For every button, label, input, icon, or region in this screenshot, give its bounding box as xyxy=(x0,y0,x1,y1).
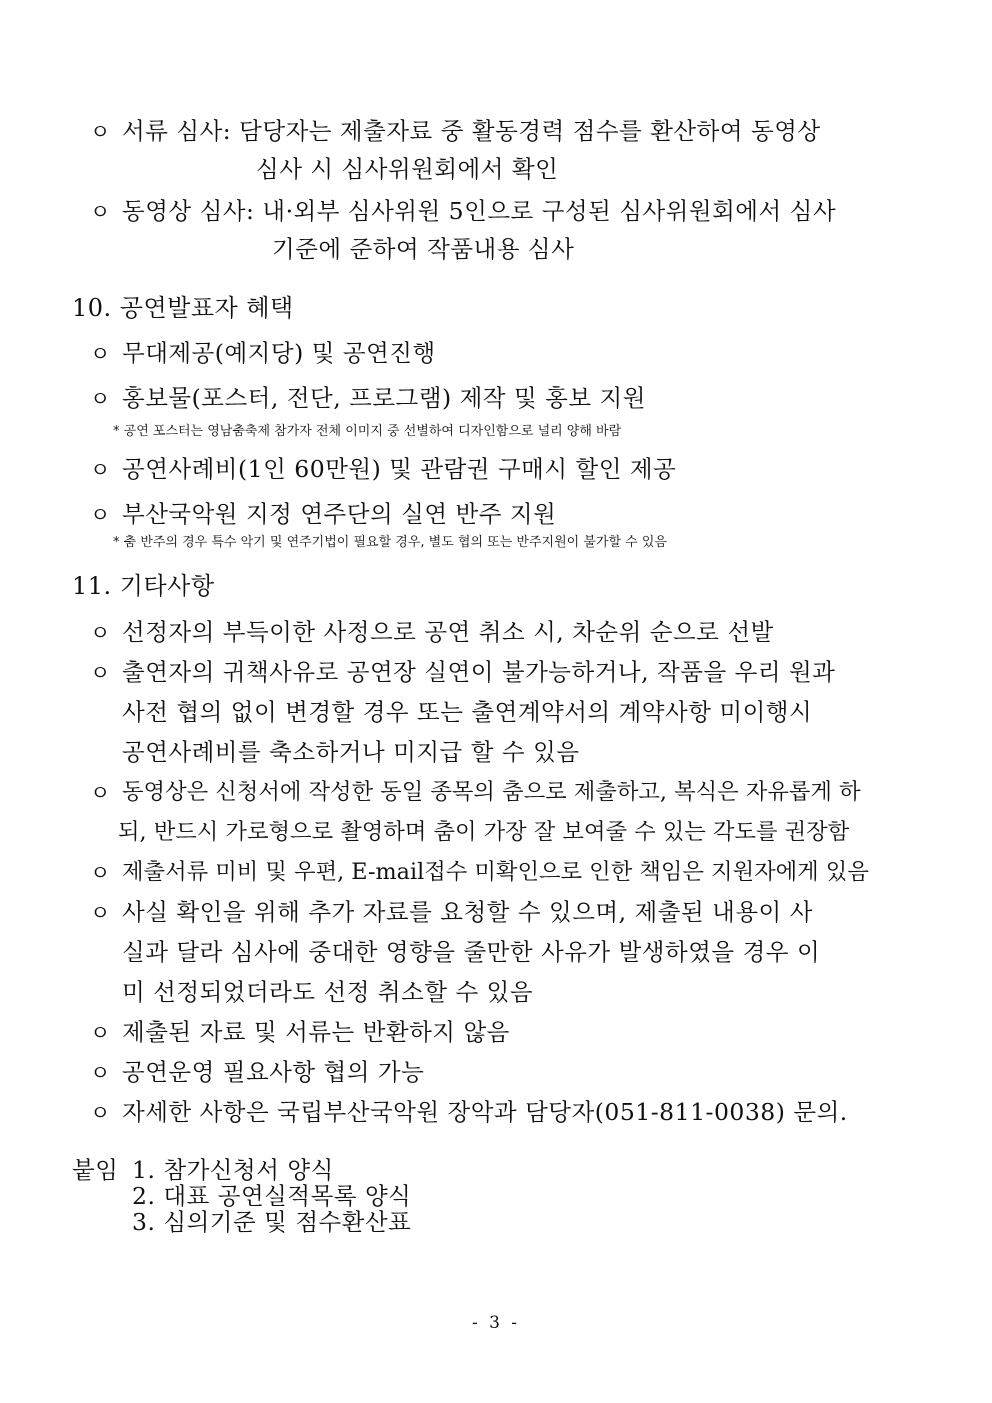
bullet: ㅇ xyxy=(90,387,111,411)
misc-item-2-line-1: 출연자의 귀책사유로 공연장 실연이 불가능하거나, 작품을 우리 원과 xyxy=(122,658,836,686)
promotion-note: * 공연 포스터는 영남춤축제 참가자 전체 이미지 중 선별하여 디자인함으로 널리 양해 바람 xyxy=(113,424,622,439)
benefit-accompaniment: 부산국악원 지정 연주단의 실연 반주 지원 xyxy=(122,500,557,528)
misc-item-3-line-2: 되, 반드시 가로형으로 촬영하며 춤이 가장 잘 보여줄 수 있는 각도를 권장함 xyxy=(118,819,850,845)
misc-item-6: 제출된 자료 및 서류는 반환하지 않음 xyxy=(122,1018,510,1046)
bullet: ㅇ xyxy=(90,1101,111,1125)
video-review-text-cont: 기준에 준하여 작품내용 심사 xyxy=(272,235,575,263)
bullet: ㅇ xyxy=(90,1061,111,1085)
section-11-heading: 11. 기타사항 xyxy=(72,572,215,600)
contact-info: 자세한 사항은 국립부산국악원 장악과 담당자(051-811-0038) 문의. xyxy=(122,1098,848,1126)
bullet: ㅇ xyxy=(90,861,111,885)
document-review-text-cont: 심사 시 심사위원회에서 확인 xyxy=(256,155,559,183)
misc-item-5-line-3: 미 선정되었더라도 선정 취소할 수 있음 xyxy=(122,978,534,1006)
bullet: ㅇ xyxy=(90,458,111,482)
bullet: ㅇ xyxy=(90,342,111,366)
accompaniment-note: * 춤 반주의 경우 특수 악기 및 연주기법이 필요할 경우, 별도 협의 또는 반주지원이 불가할 수 있음 xyxy=(113,535,667,550)
page-number: - 3 - xyxy=(471,1313,521,1333)
bullet: ㅇ xyxy=(90,200,111,224)
bullet: ㅇ xyxy=(90,661,111,685)
bullet: ㅇ xyxy=(90,1021,111,1045)
misc-item-2-line-3: 공연사례비를 축소하거나 미지급 할 수 있음 xyxy=(122,738,580,766)
attachment-3: 3. 심의기준 및 점수환산표 xyxy=(132,1208,412,1236)
misc-item-1: 선정자의 부득이한 사정으로 공연 취소 시, 차순위 순으로 선발 xyxy=(122,618,774,646)
attachment-1: 1. 참가신청서 양식 xyxy=(132,1156,334,1184)
misc-item-7: 공연운영 필요사항 협의 가능 xyxy=(122,1058,425,1086)
section-10-heading: 10. 공연발표자 혜택 xyxy=(72,294,294,322)
bullet: ㅇ xyxy=(90,781,111,805)
benefit-fee: 공연사례비(1인 60만원) 및 관람권 구매시 할인 제공 xyxy=(122,455,677,483)
attachments-label: 붙임 xyxy=(72,1156,119,1184)
misc-item-5-line-2: 실과 달라 심사에 중대한 영향을 줄만한 사유가 발생하였을 경우 이 xyxy=(122,938,821,966)
bullet: ㅇ xyxy=(90,120,111,144)
bullet: ㅇ xyxy=(90,621,111,645)
bullet: ㅇ xyxy=(90,503,111,527)
misc-item-2-line-2: 사전 협의 없이 변경할 경우 또는 출연계약서의 계약사항 미이행시 xyxy=(122,698,813,726)
benefit-stage: 무대제공(예지당) 및 공연진행 xyxy=(122,339,436,367)
misc-item-3-line-1: 동영상은 신청서에 작성한 동일 종목의 춤으로 제출하고, 복식은 자유롭게 하 xyxy=(122,779,861,805)
video-review-text: 동영상 심사: 내·외부 심사위원 5인으로 구성된 심사위원회에서 심사 xyxy=(122,197,837,225)
benefit-promotion: 홍보물(포스터, 전단, 프로그램) 제작 및 홍보 지원 xyxy=(122,384,646,412)
misc-item-4: 제출서류 미비 및 우편, E-mail접수 미확인으로 인한 책임은 지원자에게 있음 xyxy=(122,859,869,885)
attachment-2: 2. 대표 공연실적목록 양식 xyxy=(132,1182,412,1210)
document-review-text: 서류 심사: 담당자는 제출자료 중 활동경력 점수를 환산하여 동영상 xyxy=(122,117,821,145)
bullet: ㅇ xyxy=(90,901,111,925)
misc-item-5-line-1: 사실 확인을 위해 추가 자료를 요청할 수 있으며, 제출된 내용이 사 xyxy=(122,898,813,926)
